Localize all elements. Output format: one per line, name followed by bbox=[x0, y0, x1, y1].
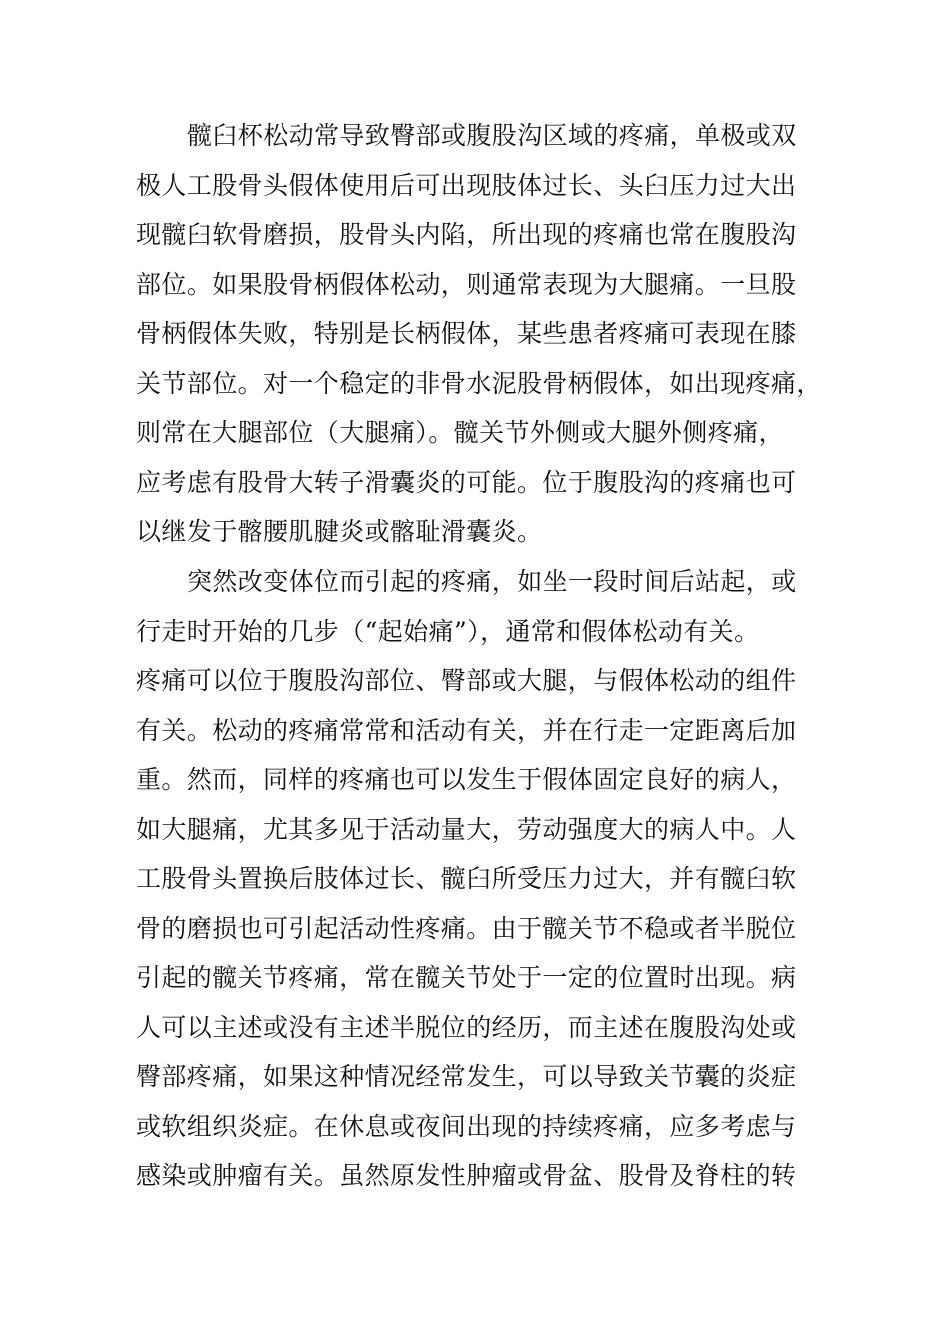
text-line: 感染或肿瘤有关。虽然原发性肿瘤或骨盆、股骨及脊柱的转 bbox=[136, 1161, 797, 1190]
text-line: 以继发于髂腰肌腱炎或髂耻滑囊炎。 bbox=[136, 517, 543, 546]
text-line: 重。然而，同样的疼痛也可以发生于假体固定良好的病人， bbox=[136, 765, 797, 794]
text-line: 工股骨头置换后肢体过长、髋臼所受压力过大，并有髋臼软 bbox=[136, 864, 797, 893]
text-line: 骨的磨损也可引起活动性疼痛。由于髋关节不稳或者半脱位 bbox=[136, 913, 797, 943]
text-line: 臀部疼痛，如果这种情况经常发生，可以导致关节囊的炎症 bbox=[136, 1062, 797, 1091]
text-line: 髋臼杯松动常导致臀部或腹股沟区域的疼痛，单极或双 bbox=[187, 121, 797, 150]
text-line: 现髋臼软骨磨损，股骨头内陷，所出现的疼痛也常在腹股沟 bbox=[136, 220, 797, 249]
text-line: 引起的髋关节疼痛，常在髋关节处于一定的位置时出现。病 bbox=[136, 963, 797, 992]
text-line: 骨柄假体失败，特别是长柄假体，某些患者疼痛可表现在膝 bbox=[136, 319, 797, 348]
text-line: 关节部位。对一个稳定的非骨水泥股骨柄假体，如出现疼痛， bbox=[136, 368, 822, 398]
text-line: 部位。如果股骨柄假体松动，则通常表现为大腿痛。一旦股 bbox=[136, 269, 797, 299]
text-line: 人可以主述或没有主述半脱位的经历，而主述在腹股沟处或 bbox=[136, 1012, 797, 1042]
text-line: 如大腿痛，尤其多见于活动量大，劳动强度大的病人中。人 bbox=[136, 814, 797, 844]
text-line: 极人工股骨头假体使用后可出现肢体过长、头臼压力过大出 bbox=[136, 170, 797, 200]
text-line: 则常在大腿部位（大腿痛）。髋关节外侧或大腿外侧疼痛， bbox=[136, 418, 784, 447]
text-line: 有关。松动的疼痛常常和活动有关，并在行走一定距离后加 bbox=[136, 715, 797, 745]
text-line: 应考虑有股骨大转子滑囊炎的可能。位于腹股沟的疼痛也可 bbox=[136, 467, 797, 497]
text-line: 疼痛可以位于腹股沟部位、臀部或大腿，与假体松动的组件 bbox=[136, 666, 797, 695]
text-line: 行走时开始的几步（“起始痛”），通常和假体松动有关。 bbox=[136, 616, 760, 646]
paragraph-2 bbox=[136, 557, 826, 1201]
paragraph-1 bbox=[136, 111, 826, 557]
text-line: 突然改变体位而引起的疼痛，如坐一段时间后站起，或 bbox=[187, 567, 797, 596]
text-line: 或软组织炎症。在休息或夜间出现的持续疼痛，应多考虑与 bbox=[136, 1111, 797, 1141]
